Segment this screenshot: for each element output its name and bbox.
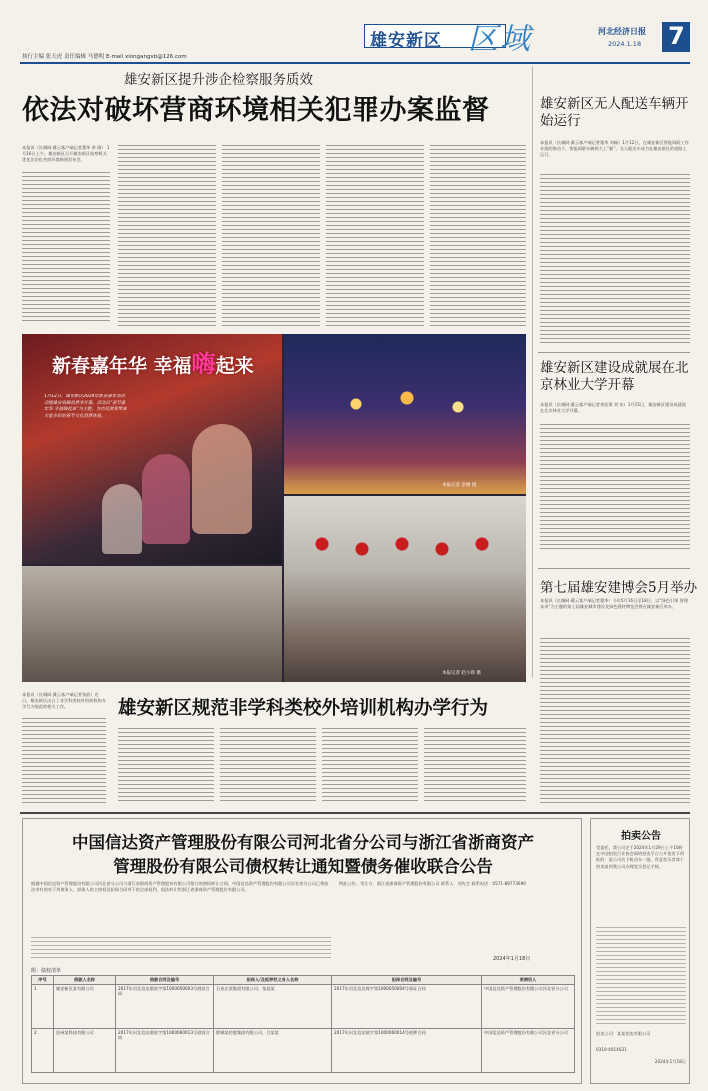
second-body-col5 xyxy=(424,728,526,804)
right-article-1-body xyxy=(540,174,690,344)
second-body-col3 xyxy=(220,728,316,804)
lead-body-col4 xyxy=(326,145,424,327)
lead-body-col1 xyxy=(22,172,110,324)
table-cell: 2 xyxy=(32,1028,54,1072)
lead-body-col3 xyxy=(222,145,320,327)
table-row xyxy=(32,1028,575,1072)
table-header-cell: 担保合同及编号 xyxy=(332,976,482,985)
lead-body-col2 xyxy=(118,145,216,327)
table-cell: 中国信达资产管理股份有限公司河北省分公司 xyxy=(482,1028,575,1072)
auction-title: 拍卖公告 xyxy=(621,831,661,842)
right-article-2-title: 雄安新区建设成就展在北京林业大学开幕 xyxy=(540,360,689,393)
child-figure xyxy=(192,424,252,534)
photo-caption: 1月12日，雄安新区2024年新春嘉年华活动暨雄安商圈消费季开幕。活动以“春节嘉年华 幸福嗨起来”为主题，为市民游客带来丰富多彩的春节文化消费体验。 xyxy=(44,394,127,419)
red-lanterns xyxy=(302,524,502,574)
lead-byline: 本报讯（长城网·冀云客户端记者董华 余 刚） 1月16日上午，雄安新区召开雄安新区检察机关优化法治化营商环境新闻发布会。 xyxy=(22,145,110,163)
table-header-cell: 借款人名称 xyxy=(54,976,116,985)
section-rule xyxy=(20,812,690,814)
table-header-cell: 担保人/及抵押权义务人名称 xyxy=(214,976,332,985)
notice-title-line2: 管理股份有限公司债权转让通知暨债务催收联合公告 xyxy=(113,857,493,876)
right-article-3-title: 第七届雄安建博会5月举办 xyxy=(540,580,698,596)
page-number: 7 xyxy=(668,22,685,50)
table-header-cell: 借款合同及编号 xyxy=(116,976,214,985)
masthead-editors: 执行主编 张天虎 责任编辑 马德明 E-mail xiongangxb@126.com xyxy=(22,54,187,60)
auction-body-cont xyxy=(596,927,686,1027)
right-article-1-byline: 本报讯（长城网·冀云客户端记者董华 刘畅）1月12日，在雄安新区智能网联工作专班的推动下，智能网联车辆两大上“新”，无人配送车成为在雄安新区的道路上运行。 xyxy=(540,140,689,158)
right-divider xyxy=(538,568,690,569)
section-label: 雄安新区 xyxy=(370,31,442,51)
right-article-3-byline: 本报讯（长城网·冀云客户端记者董华）今年5月16日至18日，以“绿色引领 智建未来”为主题的第七届雄安城市建设及绿色建材博览会将在雄安新区举办。 xyxy=(540,598,688,610)
photo-credit-1: 本报记者 余刚 摄 xyxy=(442,483,477,488)
table-header-row xyxy=(32,976,575,985)
photo-feature xyxy=(22,334,526,682)
notice-title-line1: 中国信达资产管理股份有限公司河北省分公司与浙江省浙商资产 xyxy=(72,833,534,852)
debt-table xyxy=(31,975,575,1073)
right-article-1-title: 雄安新区无人配送车辆开始运行 xyxy=(540,96,689,129)
table-cell: 1 xyxy=(32,984,54,1028)
table-cell: 中国信达资产管理股份有限公司河北省分公司 xyxy=(482,984,575,1028)
notice-intro: 根据中国信达资产管理股份有限公司河北省分公司与浙江省浙商资产管理股份有限公司签订的债权转让合同，中国信达资产管理股份有限公司河北省分公司已将依法享有的对下列债务人、担保人的主债权及担保合同项下的全部权利，依法转让给浙江省浙商资产管理股份有限公司。 xyxy=(31,881,329,893)
section-big-label: 区域 xyxy=(468,22,532,57)
second-body-col1 xyxy=(22,718,106,804)
photo-credit-2: 本报记者 赵小锋 摄 xyxy=(442,671,481,676)
table-cell: 邯郸某控股集团有限公司、吕某某 xyxy=(214,1028,332,1072)
legal-notice xyxy=(22,818,582,1084)
notice-contact: 特此公告。受让方：浙江省浙商资产管理股份有限公司 联系人：刘先生 联系电话：0571-89773690 xyxy=(339,881,526,886)
photo-title-b: 起来 xyxy=(215,355,254,377)
photo-title-a: 新春嘉年华 幸福 xyxy=(52,355,192,377)
right-article-2-body xyxy=(540,424,690,552)
table-cell: 沧州某科技有限公司 xyxy=(54,1028,116,1072)
child-figure xyxy=(102,484,142,554)
right-divider xyxy=(538,352,690,353)
issue-date: 2024.1.18 xyxy=(608,40,642,48)
right-article-3-body xyxy=(540,638,690,804)
second-byline: 本报讯（长城网·冀云客户端记者张韵）近日，雄安新区出台了非学科类校外培训机构办学行为规范的相关工作。 xyxy=(22,692,106,710)
table-cell: 雄安新区某有限公司 xyxy=(54,984,116,1028)
lead-headline: 依法对破坏营商环境相关犯罪办案监督 xyxy=(22,95,490,126)
second-body-col2 xyxy=(118,728,214,804)
child-figure xyxy=(142,454,190,544)
lead-body-col5 xyxy=(430,145,526,327)
table-cell: 石家庄某集团有限公司、张某某 xyxy=(214,984,332,1028)
notice-date: 2024年1月18日 xyxy=(493,956,531,962)
auction-phone: 0310-4014631 xyxy=(596,1047,627,1052)
notice-intro-cont xyxy=(31,937,331,961)
auction-date: 2024年1月18日 xyxy=(654,1059,686,1064)
second-headline: 雄安新区规范非学科类校外培训机构办学行为 xyxy=(118,698,489,719)
table-header-cell: 原债权人 xyxy=(482,976,575,985)
photo-crowd xyxy=(22,566,282,682)
photo-title xyxy=(52,344,254,379)
masthead-rule xyxy=(20,62,690,64)
right-article-2-byline: 本报讯（长城网·冀云客户端记者李佳琪 刘 东）1月15日，雄安新区建设成就展在北京林业大学开幕。 xyxy=(540,402,686,414)
table-header-cell: 序号 xyxy=(32,976,54,985)
auction-body: 受委托，我公司定于2024年1月29日上午10时在中国拍卖行业协会网络拍卖平台公开拍卖下列标的：某公司名下机动车一批。有意竞买者请于拍卖前到我公司办理竞买登记手续。 xyxy=(596,845,684,869)
table-cell: 2017年河北信达抵字第1000060014号抵押合同 xyxy=(332,1028,482,1072)
masthead xyxy=(0,0,708,62)
table-cell: 2017年河北信达借款字第1000060013号借款合同 xyxy=(116,1028,214,1072)
notice-table-caption: 附：债权清单 xyxy=(31,968,62,974)
table-cell: 2017年河北信达借款字第1000050003号借款合同 xyxy=(116,984,214,1028)
table-row xyxy=(32,984,575,1028)
lantern-lights xyxy=(322,374,492,434)
paper-name: 河北经济日报 xyxy=(598,27,646,36)
lead-kicker: 雄安新区提升涉企检察服务质效 xyxy=(124,72,313,88)
column-divider xyxy=(532,66,533,678)
auction-notice xyxy=(590,818,690,1084)
auction-company: 拍卖公司：某某拍卖有限公司 xyxy=(596,1031,651,1036)
table-cell: 2017年河北信达保字第1000050004号保证合同 xyxy=(332,984,482,1028)
second-body-col4 xyxy=(322,728,418,804)
photo-title-highlight: 嗨 xyxy=(191,349,216,378)
